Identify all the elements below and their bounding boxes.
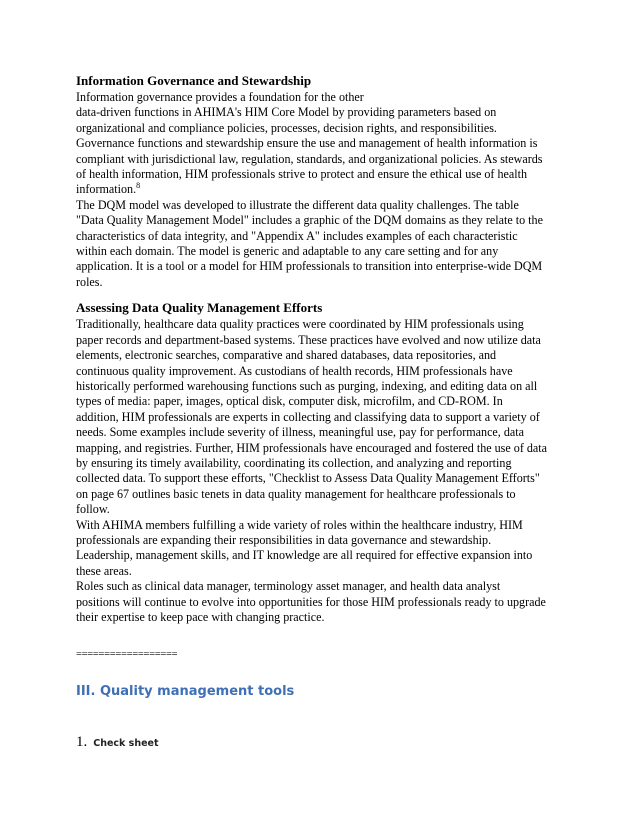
section-heading: Assessing Data Quality Management Efforts xyxy=(76,300,323,316)
text-line: collected data. To support these efforts, "Checklist to Assess Data Quality Management Efforts" xyxy=(76,471,540,486)
text-line: types of media: paper, images, optical disk, computer disk, microfilm, and CD-ROM. In xyxy=(76,394,503,409)
text-line: by ensuring its timely availability, coordinating its collection, and analyzing and reporting xyxy=(76,455,512,470)
document-page xyxy=(76,73,562,751)
text-line: needs. Some examples include severity of illness, meaningful use, pay for performance, data xyxy=(76,425,524,440)
text-line: historically performed warehousing functions such as purging, indexing, and editing data on all xyxy=(76,378,538,393)
paragraph xyxy=(76,317,562,625)
text-line: these areas. xyxy=(76,563,132,578)
text-line: With AHIMA members fulfilling a wide variety of roles within the healthcare industry, HIM xyxy=(76,517,523,532)
section-heading: Information Governance and Stewardship xyxy=(76,73,312,88)
text-line: application. It is a tool or a model for HIM professionals to transition into enterprise-wide DQM xyxy=(76,259,543,274)
subsection-heading xyxy=(76,734,562,751)
text-line: Information governance provides a foundation for the other xyxy=(76,90,364,104)
text-line: compliant with jurisdictional law, regulation, standards, and organizational policies. As stewards xyxy=(76,151,543,166)
text-line: roles. xyxy=(76,274,103,289)
text-line: paper records and department-based systems. These practices have evolved and now utilize data xyxy=(76,332,541,347)
text-line: elements, electronic searches, comparative and shared databases, data repositories, and xyxy=(76,348,497,363)
paragraph xyxy=(76,90,562,290)
section-assessing-data-quality xyxy=(76,300,562,625)
section-information-governance xyxy=(76,73,562,290)
subsection-number: 1. xyxy=(76,734,88,751)
text-line: The DQM model was developed to illustrate the different data quality challenges. The table xyxy=(76,197,519,212)
text-line: follow. xyxy=(76,502,110,517)
text-line: Governance functions and stewardship ensure the use and management of health information is xyxy=(76,136,538,151)
text-line: Leadership, management skills, and IT knowledge are all required for effective expansion into xyxy=(76,548,533,563)
text-line: of health information, HIM professionals strive to protect and ensure the ethical use of health xyxy=(76,167,528,182)
text-line: on page 67 outlines basic tenets in data quality management for healthcare professionals to xyxy=(76,486,516,501)
text-line: information.$^8$ xyxy=(76,181,141,197)
text-line: continuous quality improvement. As custodians of health records, HIM professionals have xyxy=(76,363,513,378)
text-line: mapping, and registries. Further, HIM professionals have encouraged and fostered the use of data xyxy=(76,440,548,455)
chapter-heading: III. Quality management tools xyxy=(76,684,295,700)
text-line: addition, HIM professionals are experts in collecting and classifying data to support a variety of xyxy=(76,409,540,424)
footnote-mark: 8 xyxy=(136,181,141,191)
text-line: Traditionally, healthcare data quality practices were coordinated by HIM professionals using xyxy=(76,317,524,332)
text-line: Roles such as clinical data manager, terminology asset manager, and health data analyst xyxy=(76,579,501,594)
text-line: organizational and compliance policies, processes, decision rights, and responsibilities. xyxy=(76,120,497,135)
text-line: their expertise to keep pace with changing practice. xyxy=(76,610,325,624)
text-line: professionals are expanding their responsibilities in data governance and stewardship. xyxy=(76,532,492,547)
subsection-label: Check sheet xyxy=(93,738,159,750)
text-line: positions will continue to evolve into opportunities for those HIM professionals ready to upgrade xyxy=(76,594,546,609)
text-line: "Data Quality Management Model" includes a graphic of the DQM domains as they relate to the xyxy=(76,213,543,228)
text-line: characteristics of data integrity, and "Appendix A" includes examples of each characteristic xyxy=(76,228,518,243)
text-line: within each domain. The model is generic and adaptable to any care setting and for any xyxy=(76,244,499,259)
divider-line: ================== xyxy=(76,649,178,661)
text-line: data-driven functions in AHIMA's HIM Core Model by providing parameters based on xyxy=(76,105,497,120)
